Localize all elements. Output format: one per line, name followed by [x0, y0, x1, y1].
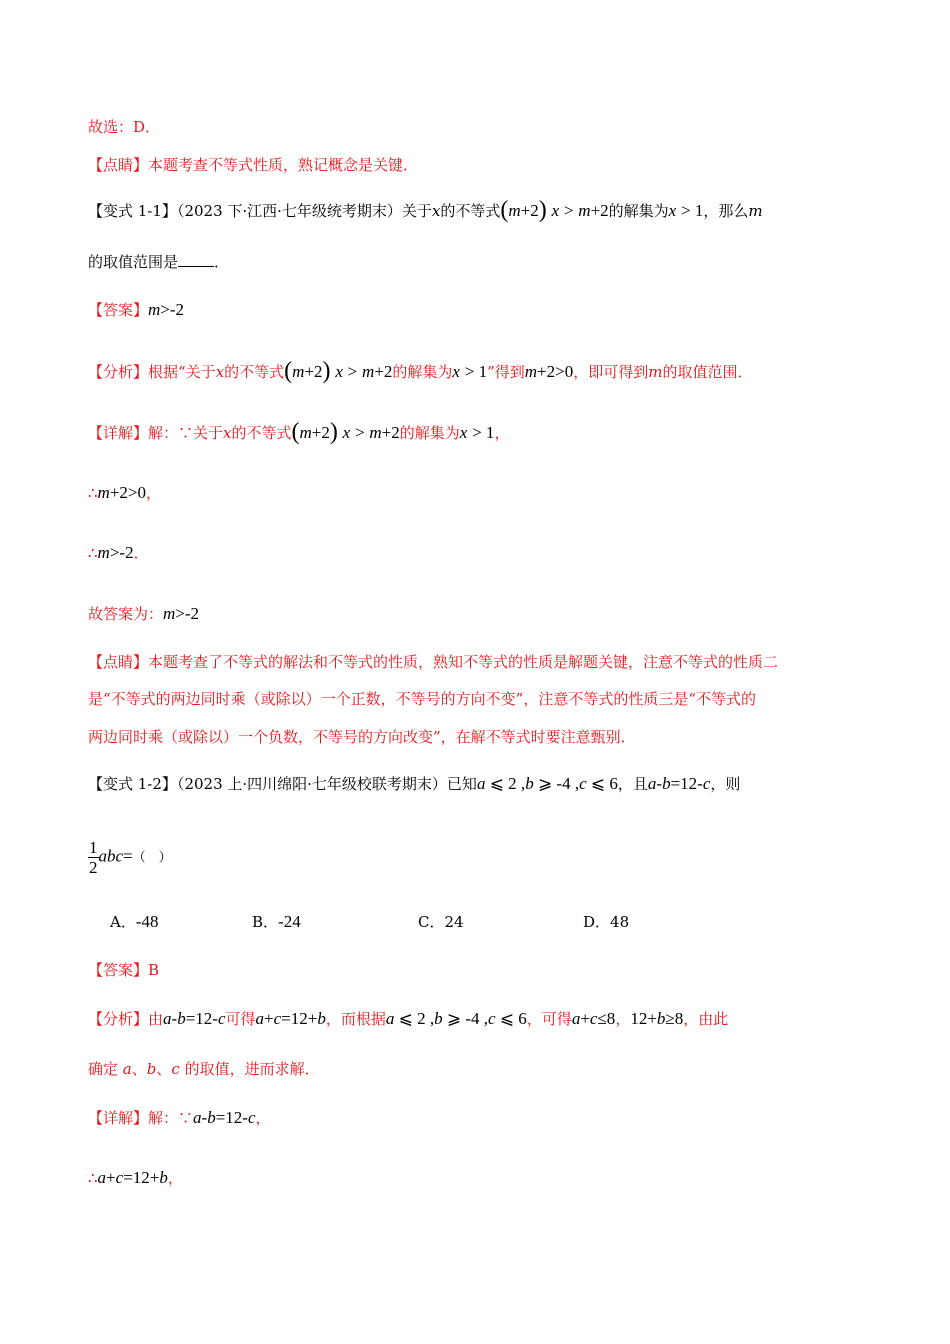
answer-blank — [178, 252, 214, 267]
var-b: b — [146, 1060, 157, 1078]
text: 由 — [148, 1010, 164, 1028]
var-m: m — [578, 201, 591, 220]
var-b: b — [159, 1168, 168, 1187]
question-source: （2023 下·江西·七年级统考期末） — [176, 202, 402, 220]
paren-right: ) — [329, 419, 338, 445]
var-b: b — [177, 1009, 186, 1028]
var-c: c — [115, 1168, 124, 1187]
var-a: a — [385, 1009, 395, 1028]
math-text: +2 — [590, 201, 609, 220]
paren-left: ( — [291, 419, 300, 445]
var-c: c — [247, 1108, 256, 1127]
question-1-2-line2 — [88, 838, 172, 877]
math-text: ≤8 — [597, 1009, 616, 1028]
math-gt: > — [563, 201, 574, 220]
math-text: +2 — [311, 423, 330, 442]
option-value: -24 — [278, 912, 301, 931]
text: 的不等式 — [440, 202, 501, 220]
math-text: + — [580, 1009, 590, 1028]
xiangjie-1-2 — [88, 1108, 271, 1128]
text: 关于 — [401, 202, 432, 220]
question-tag: 【变式 1-2】 — [88, 775, 177, 793]
math-text: +2 — [520, 201, 539, 220]
question-1-1-line1 — [88, 199, 763, 221]
math-text: +2 — [304, 362, 323, 381]
gu-xuan-text: 故选：D． — [88, 118, 161, 136]
frac-num: 1 — [89, 838, 98, 857]
math-text: > 1 — [681, 201, 704, 220]
fenxi-1-2-line2 — [88, 1059, 320, 1079]
frac-den: 2 — [89, 858, 98, 877]
option-d — [583, 912, 629, 932]
math-text: ⩽ 6 — [495, 1009, 527, 1028]
xiangjie-1-1 — [88, 421, 509, 443]
math-text: +2 — [374, 362, 393, 381]
var-a: a — [647, 774, 657, 793]
dianjing-1 — [88, 155, 418, 175]
answer-1-2 — [88, 960, 159, 980]
question-1-2-line1 — [88, 774, 740, 794]
math-text: =12- — [670, 774, 703, 793]
math-text: ⩽ 2 , — [485, 774, 526, 793]
text: 可得 — [225, 1010, 256, 1028]
var-b: b — [656, 1009, 666, 1028]
math-text: ⩽ 2 , — [394, 1009, 435, 1028]
text: ”得到 — [487, 363, 525, 381]
math-gt: > — [347, 362, 358, 381]
answer-paren: （ ） — [132, 850, 172, 866]
var-a: a — [193, 1108, 202, 1127]
var-x: x — [215, 363, 225, 381]
text: 的不等式 — [231, 424, 292, 442]
option-b — [252, 912, 301, 932]
text: ， — [167, 1169, 183, 1187]
var-c: c — [217, 1009, 226, 1028]
text: ，那么 — [703, 202, 749, 220]
math-text: =12+ — [281, 1009, 318, 1028]
text: ，则 — [710, 775, 741, 793]
var-c: c — [702, 774, 711, 793]
var-m: m — [97, 483, 110, 502]
text: ，且 — [617, 775, 648, 793]
text: ， — [494, 424, 510, 442]
question-tag: 【变式 1-1】 — [88, 202, 177, 220]
option-value: 24 — [444, 913, 464, 931]
text: 的不等式 — [224, 363, 285, 381]
dianjing-tag: 【点睛】 — [88, 156, 149, 174]
math-text: + — [106, 1168, 116, 1187]
option-letter: B． — [252, 913, 279, 931]
xiangjie-tag: 【详解】 — [88, 424, 149, 442]
var-x: x — [335, 362, 343, 381]
option-a — [110, 912, 159, 932]
var-x: x — [551, 201, 560, 220]
math-text: ⩾ -4 , — [442, 1009, 489, 1028]
question-source: （2023 上·四川绵阳·七年级校联考期末） — [176, 775, 447, 793]
text: 故答案为： — [88, 605, 164, 623]
dianjing-2-line2 — [88, 689, 756, 709]
var-x: x — [452, 362, 460, 381]
math-text: = — [123, 846, 133, 866]
question-1-1-line2 — [88, 252, 229, 272]
dianjing-2-line1 — [88, 652, 778, 672]
text: 、 — [156, 1060, 172, 1078]
text: 解：∵关于 — [148, 424, 224, 442]
var-x: x — [431, 202, 441, 220]
var-a: a — [122, 1060, 132, 1078]
math-text: +2>0 — [537, 362, 574, 381]
step-1-1-a — [88, 483, 161, 503]
therefore-symbol: ∴ — [88, 484, 98, 502]
math-text: >-2 — [175, 604, 200, 623]
var-x: x — [668, 201, 677, 220]
therefore-symbol: ∴ — [88, 1169, 98, 1187]
var-x: x — [223, 424, 232, 442]
fenxi-tag: 【分析】 — [88, 363, 149, 381]
text: 的取值范围． — [662, 363, 753, 381]
var-c: c — [589, 1009, 598, 1028]
var-c: c — [579, 774, 587, 793]
option-c — [418, 912, 464, 932]
fraction-one-half — [88, 838, 99, 877]
var-m: m — [362, 362, 375, 381]
text: 已知 — [446, 775, 477, 793]
answer-tag: 【答案】 — [88, 301, 149, 319]
fenxi-1-2-line1 — [88, 1009, 728, 1029]
var-c: c — [273, 1009, 282, 1028]
math-text: - — [656, 774, 663, 793]
var-a: a — [163, 1009, 172, 1028]
answer-value: B — [148, 961, 160, 979]
answer-1-1 — [88, 300, 184, 320]
math-text: ≥8 — [665, 1009, 684, 1028]
text: ， — [146, 484, 162, 502]
text: 是“不等式的两边同时乘（或除以）一个正数，不等号的方向不变”，注意不等式的性质三是“不等式的 — [88, 690, 757, 708]
var-abc: abc — [98, 846, 124, 866]
paren-left: ( — [284, 358, 293, 384]
dianjing-text: 本题考查不等式性质，熟记概念是关键． — [148, 156, 419, 174]
step-1-1-b — [88, 543, 149, 563]
var-m: m — [292, 362, 305, 381]
var-b: b — [434, 1009, 443, 1028]
math-text: > 1 — [464, 362, 488, 381]
math-text: =12- — [215, 1108, 248, 1127]
var-a: a — [97, 1168, 107, 1187]
text: 两边同时乘（或除以）一个负数，不等号的方向改变”，在解不等式时要注意甄别． — [88, 728, 636, 746]
text: ，即可得到 — [573, 363, 649, 381]
text: 解：∵ — [148, 1109, 194, 1127]
text: 的取值范围是 — [88, 253, 179, 271]
text: ， — [615, 1010, 631, 1028]
answer-tag: 【答案】 — [88, 961, 149, 979]
final-1-1 — [88, 604, 199, 624]
text: 、 — [131, 1060, 147, 1078]
text: 确定 — [88, 1060, 119, 1078]
math-text: ⩽ 6 — [586, 774, 618, 793]
var-x: x — [342, 423, 351, 442]
var-b: b — [525, 774, 534, 793]
fenxi-1-1 — [88, 360, 753, 382]
text: ，可得 — [526, 1010, 572, 1028]
option-letter: C． — [418, 913, 445, 931]
var-a: a — [255, 1009, 265, 1028]
text: 根据“关于 — [148, 363, 216, 381]
math-text: >-2 — [160, 300, 185, 319]
var-c: c — [171, 1060, 180, 1078]
var-a: a — [476, 774, 486, 793]
math-text: =12+ — [123, 1168, 160, 1187]
var-m: m — [97, 543, 110, 562]
text: 本题考查了不等式的解法和不等式的性质，熟知不等式的性质是解题关键，注意不等式的性质二 — [148, 653, 779, 671]
option-letter: A． — [110, 913, 136, 931]
var-a: a — [571, 1009, 581, 1028]
paren-left: ( — [500, 197, 509, 223]
fenxi-tag: 【分析】 — [88, 1010, 149, 1028]
var-b: b — [207, 1108, 216, 1127]
math-text: + — [264, 1009, 274, 1028]
math-text: >-2 — [109, 543, 134, 562]
var-c: c — [488, 1009, 496, 1028]
var-m: m — [508, 201, 521, 220]
text: ． — [214, 253, 230, 271]
math-text: 12+ — [630, 1009, 657, 1028]
therefore-symbol: ∴ — [88, 544, 98, 562]
var-m: m — [748, 202, 763, 220]
xiangjie-tag: 【详解】 — [88, 1109, 149, 1127]
var-m: m — [299, 423, 312, 442]
math-text: - — [171, 1009, 178, 1028]
option-value: 48 — [610, 913, 630, 931]
text: 的解集为 — [392, 363, 453, 381]
math-text: - — [201, 1108, 208, 1127]
option-value: -48 — [135, 912, 159, 931]
option-letter: D． — [583, 913, 611, 931]
text: 的解集为 — [608, 202, 669, 220]
paren-right: ) — [538, 197, 547, 223]
math-text: +2>0 — [109, 483, 147, 502]
var-m: m — [648, 363, 663, 381]
var-x: x — [459, 423, 468, 442]
text: ，由此 — [683, 1010, 729, 1028]
text: 的取值，进而求解． — [184, 1060, 320, 1078]
var-m: m — [524, 362, 538, 381]
text: ． — [133, 544, 149, 562]
text: 的解集为 — [399, 424, 460, 442]
var-m: m — [163, 604, 176, 623]
conclusion-line — [88, 117, 160, 137]
var-m: m — [369, 423, 382, 442]
var-b: b — [317, 1009, 326, 1028]
math-text: > 1 — [472, 423, 495, 442]
math-gt: > — [355, 423, 365, 442]
dianjing-2-line3 — [88, 727, 636, 747]
var-m: m — [148, 300, 161, 319]
math-text: +2 — [381, 423, 400, 442]
step-1-2-a — [88, 1168, 183, 1188]
dianjing-tag: 【点睛】 — [88, 653, 149, 671]
var-b: b — [662, 774, 671, 793]
math-text: ⩾ -4 , — [533, 774, 580, 793]
math-text: =12- — [185, 1009, 218, 1028]
paren-right: ) — [322, 358, 331, 384]
text: ， — [255, 1109, 271, 1127]
text: ，而根据 — [325, 1010, 386, 1028]
